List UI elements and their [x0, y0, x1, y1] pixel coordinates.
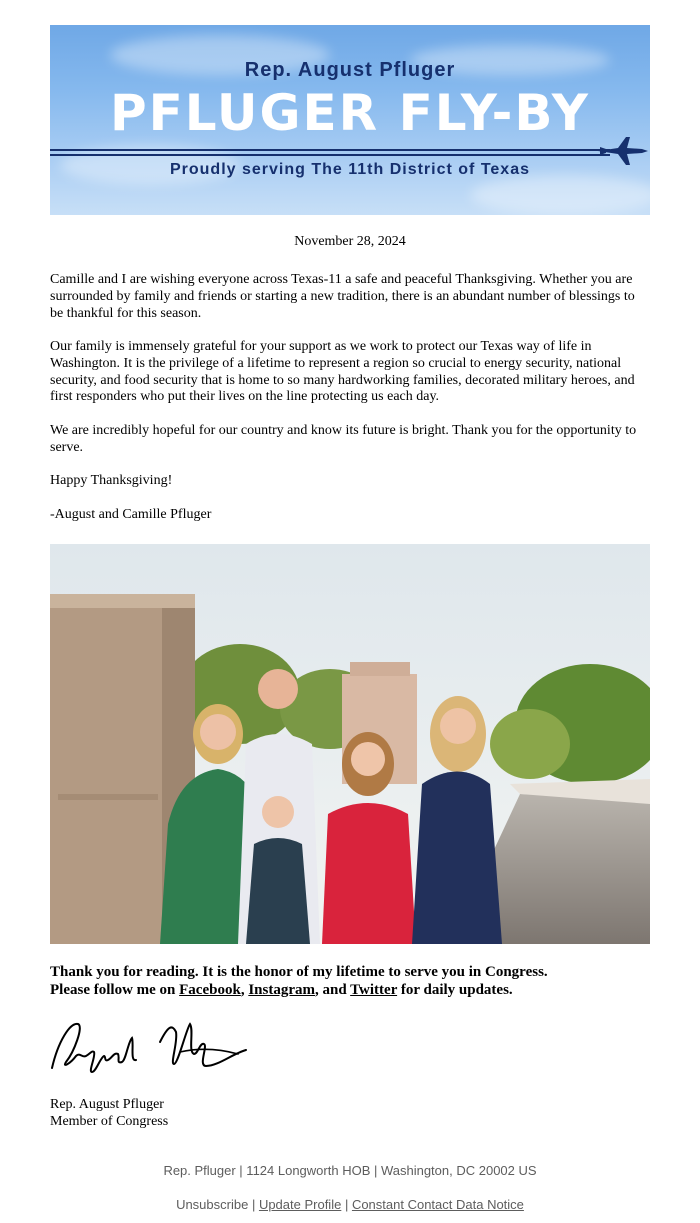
family-photo	[50, 544, 650, 944]
closing-prefix: Please follow me on	[50, 982, 180, 998]
facebook-link[interactable]: Facebook	[179, 982, 241, 998]
separator: ,	[240, 982, 249, 998]
closing-social-line	[50, 981, 650, 999]
signer-name: Rep. August Pfluger	[50, 1097, 164, 1112]
letter-sign-off: -August and Camille Pfluger	[50, 507, 212, 522]
banner-stripe	[50, 149, 610, 151]
letter-paragraph: Our family is immensely grateful for your support as we work to protect our Texas way of life in Washington. It is the privilege of a lifetime to represent a region so crucial to energy security, national security, and food security that is home to so many hardworking families, decorated military heroes, and first responders who put their lives on the line protecting us each day.	[50, 339, 635, 405]
update-profile-link[interactable]: Update Profile	[258, 1197, 342, 1212]
separator: , and	[314, 982, 351, 998]
signer-title: Member of Congress	[50, 1114, 169, 1129]
separator: |	[341, 1197, 352, 1212]
data-notice-link[interactable]: Constant Contact Data Notice	[351, 1197, 524, 1212]
twitter-link[interactable]: Twitter	[350, 982, 398, 998]
closing-line: Thank you for reading. It is the honor of my lifetime to serve you in Congress.	[50, 964, 548, 980]
newsletter-banner	[50, 25, 650, 215]
footer-address: Rep. Pfluger | 1124 Longworth HOB | Washington, DC 20002 US	[163, 1163, 537, 1178]
footer-links	[0, 1197, 700, 1212]
letter-paragraph: Happy Thanksgiving!	[50, 473, 173, 488]
separator: |	[248, 1197, 259, 1212]
letter-paragraph: We are incredibly hopeful for our country and know its future is bright. Thank you for the opportunity to serve.	[50, 423, 637, 455]
unsubscribe-text[interactable]: Unsubscribe	[176, 1197, 249, 1212]
closing-suffix: for daily updates.	[397, 982, 513, 998]
banner-stripe	[50, 154, 610, 156]
instagram-link[interactable]: Instagram	[248, 982, 315, 998]
closing-message	[50, 963, 650, 999]
banner-subtitle: Proudly serving The 11th District of Texas	[169, 161, 530, 178]
letter-date: November 28, 2024	[294, 234, 406, 249]
banner-rep-name: Rep. August Pfluger	[244, 59, 456, 81]
signature-image	[48, 1012, 250, 1082]
signature-block	[50, 1096, 168, 1130]
banner-title: PFLUGER FLY-BY	[109, 84, 590, 142]
letter-paragraph: Camille and I are wishing everyone across Texas-11 a safe and peaceful Thanksgiving. Whether you are surrounded by family and friends or starting a new tradition, there is an abundant number of blessings to be thankful for this season.	[50, 272, 635, 321]
